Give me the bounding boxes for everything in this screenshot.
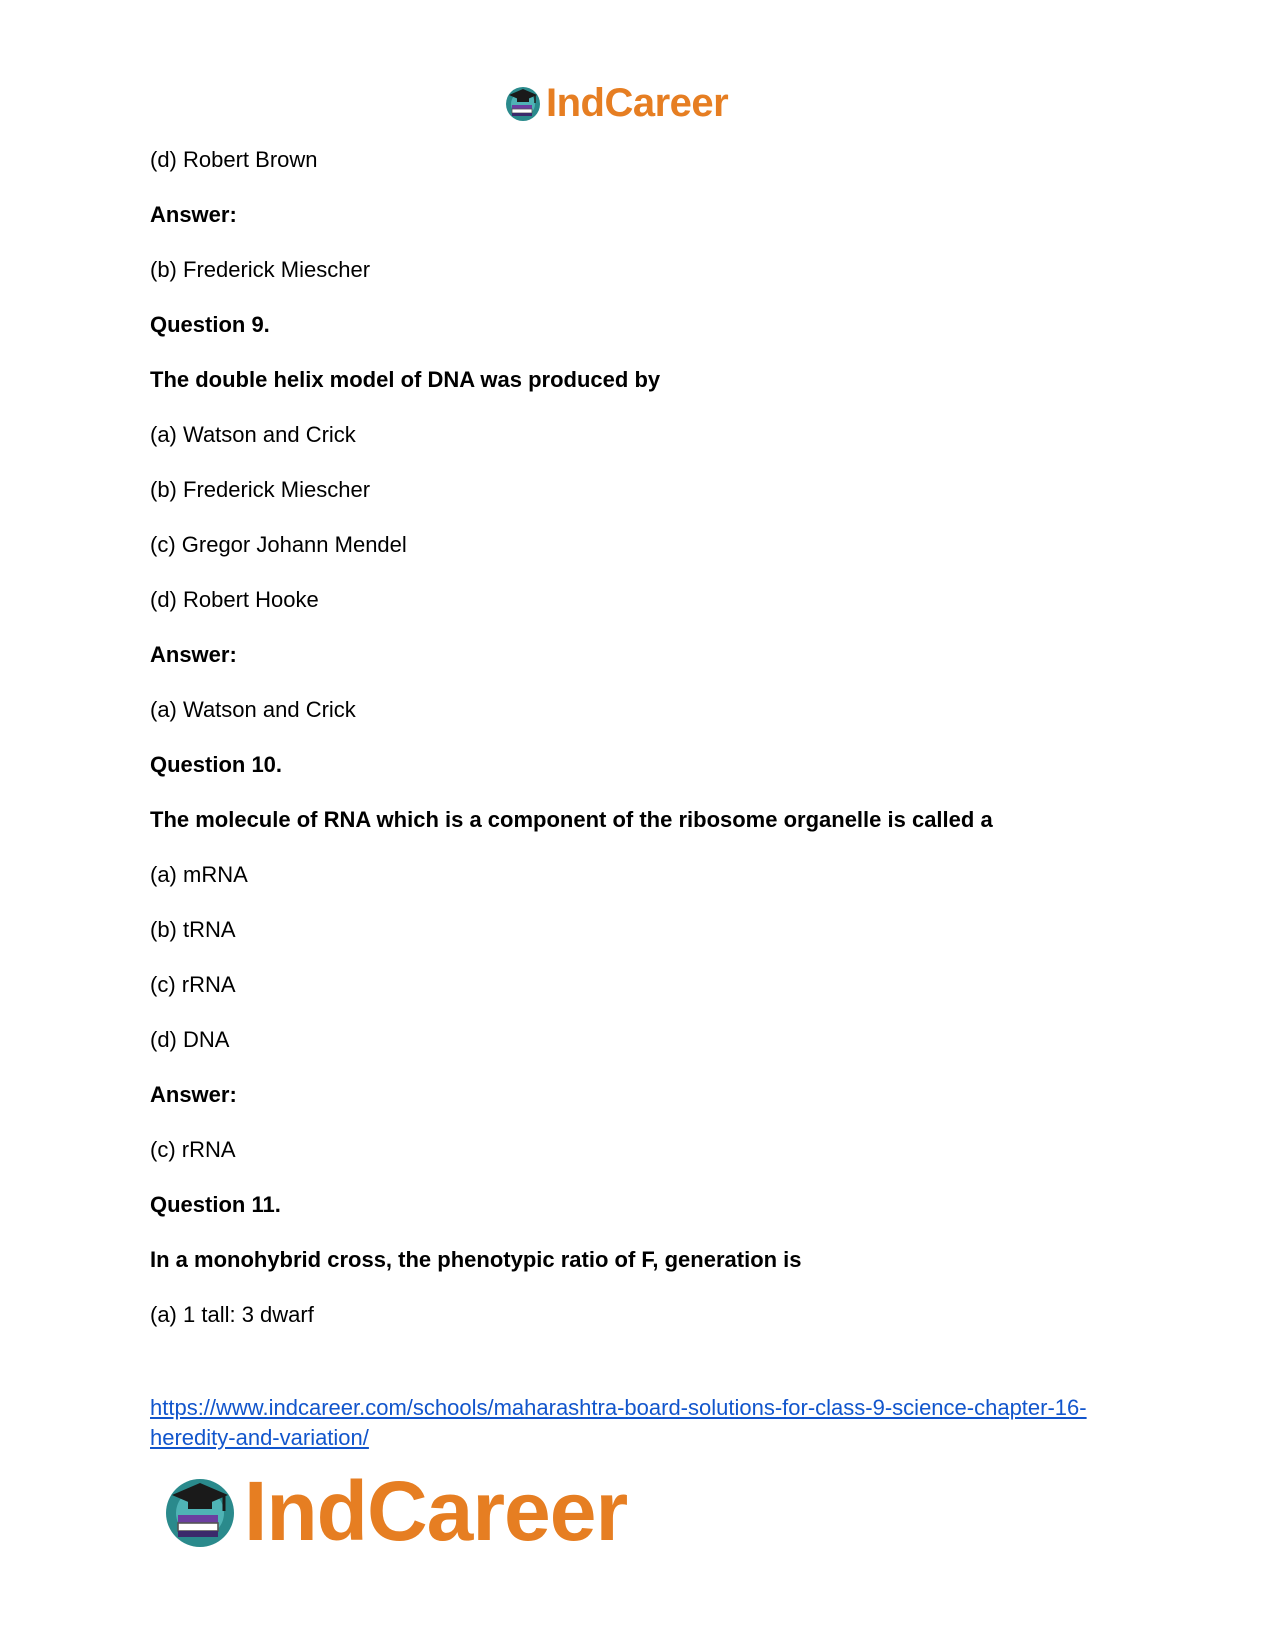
question-number: Question 10.: [150, 752, 283, 777]
option-a: (a) 1 tall: 3 dwarf: [150, 1302, 314, 1327]
option-a: (a) mRNA: [150, 862, 248, 887]
answer-value: (a) Watson and Crick: [150, 697, 356, 722]
option-b: (b) tRNA: [150, 917, 236, 942]
answer-label: Answer:: [150, 1082, 237, 1107]
option-d: (d) Robert Brown: [150, 147, 318, 172]
graduation-cap-book-icon: [503, 83, 543, 123]
option-b: (b) Frederick Miescher: [150, 477, 371, 502]
option-a: (a) Watson and Crick: [150, 422, 356, 447]
question-text: The molecule of RNA which is a component of the ribosome organelle is called a: [150, 807, 993, 832]
option-c: (c) rRNA: [150, 972, 236, 997]
question-text: In a monohybrid cross, the phenotypic ratio of F, generation is: [150, 1247, 802, 1272]
header-logo: [503, 80, 728, 126]
source-url-link[interactable]: https://www.indcareer.com/schools/maharashtra-board-solutions-for-class-9-science-chapter-16-heredity-and-variation/: [150, 1395, 1087, 1450]
logo-wordmark: IndCareer: [244, 1464, 628, 1558]
question-number: Question 9.: [150, 312, 270, 337]
answer-label: Answer:: [150, 642, 237, 667]
footer-logo: [160, 1464, 628, 1558]
question-text: The double helix model of DNA was produced by: [150, 367, 661, 392]
answer-value: (b) Frederick Miescher: [150, 257, 371, 282]
option-d: (d) Robert Hooke: [150, 587, 319, 612]
logo-wordmark: IndCareer: [546, 81, 729, 125]
answer-value: (c) rRNA: [150, 1137, 236, 1162]
answer-label: Answer:: [150, 202, 237, 227]
option-d: (d) DNA: [150, 1027, 230, 1052]
graduation-cap-book-icon: [160, 1471, 240, 1551]
option-c: (c) Gregor Johann Mendel: [150, 532, 407, 557]
question-number: Question 11.: [150, 1192, 281, 1217]
